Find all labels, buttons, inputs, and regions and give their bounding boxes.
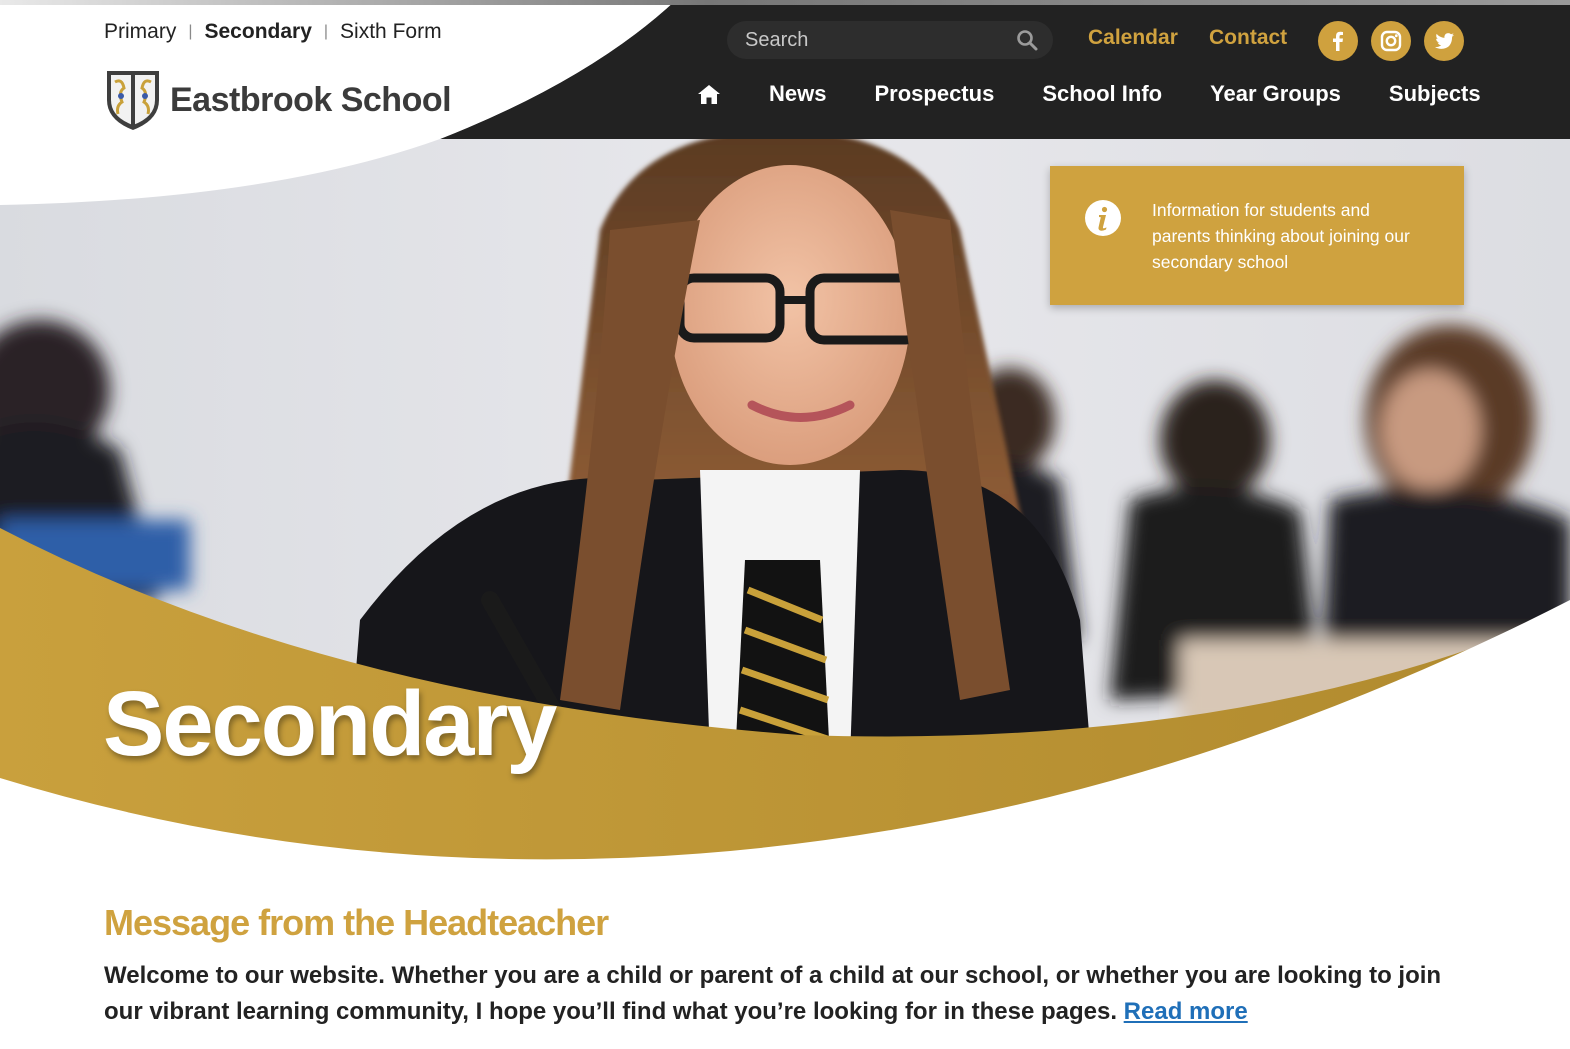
switcher-primary[interactable]: Primary <box>104 20 177 43</box>
contact-link[interactable]: Contact <box>1209 26 1288 49</box>
main-nav <box>697 78 1481 110</box>
search-box <box>727 21 1053 59</box>
page-title: Secondary <box>103 673 556 775</box>
instagram-button[interactable] <box>1371 21 1411 61</box>
search-icon[interactable] <box>1015 28 1039 52</box>
nav-subjects[interactable]: Subjects <box>1388 81 1481 106</box>
twitter-icon <box>1432 29 1456 53</box>
nav-school-info[interactable]: School Info <box>1042 81 1163 106</box>
switcher-separator: | <box>188 23 193 40</box>
callout-text: Information for students and parents thinking about joining our secondary school <box>1152 199 1410 272</box>
logo-text: Eastbrook School <box>170 80 452 119</box>
nav-news[interactable]: News <box>769 81 827 106</box>
switcher-sixth-form[interactable]: Sixth Form <box>340 20 442 43</box>
message-text: Welcome to our website. Whether you are a child or parent of a child at our school, or whether you are looking to join our vibrant learning community, I hope you’ll find what you’re looking for in these pages. <box>104 962 1442 1025</box>
prospective-info-callout[interactable] <box>1050 166 1464 305</box>
calendar-link[interactable]: Calendar <box>1088 26 1178 49</box>
facebook-button[interactable] <box>1318 21 1358 61</box>
home-icon[interactable] <box>697 83 721 105</box>
info-icon <box>1084 199 1122 237</box>
nav-prospectus[interactable]: Prospectus <box>874 81 995 106</box>
switcher-separator: | <box>323 23 329 40</box>
site-logo[interactable] <box>104 68 451 132</box>
message-title: Message from the Headteacher <box>104 902 609 943</box>
facebook-icon <box>1326 29 1350 53</box>
site-switcher <box>104 20 442 44</box>
top-edge-line <box>0 0 1570 5</box>
read-more-link[interactable]: Read more <box>1123 998 1248 1025</box>
nav-year-groups[interactable]: Year Groups <box>1210 81 1341 106</box>
switcher-secondary[interactable]: Secondary <box>204 20 312 43</box>
twitter-button[interactable] <box>1424 21 1464 61</box>
search-input[interactable] <box>745 29 1015 52</box>
instagram-icon <box>1379 29 1403 53</box>
message-body <box>104 958 1474 1030</box>
school-crest-icon <box>104 68 162 132</box>
